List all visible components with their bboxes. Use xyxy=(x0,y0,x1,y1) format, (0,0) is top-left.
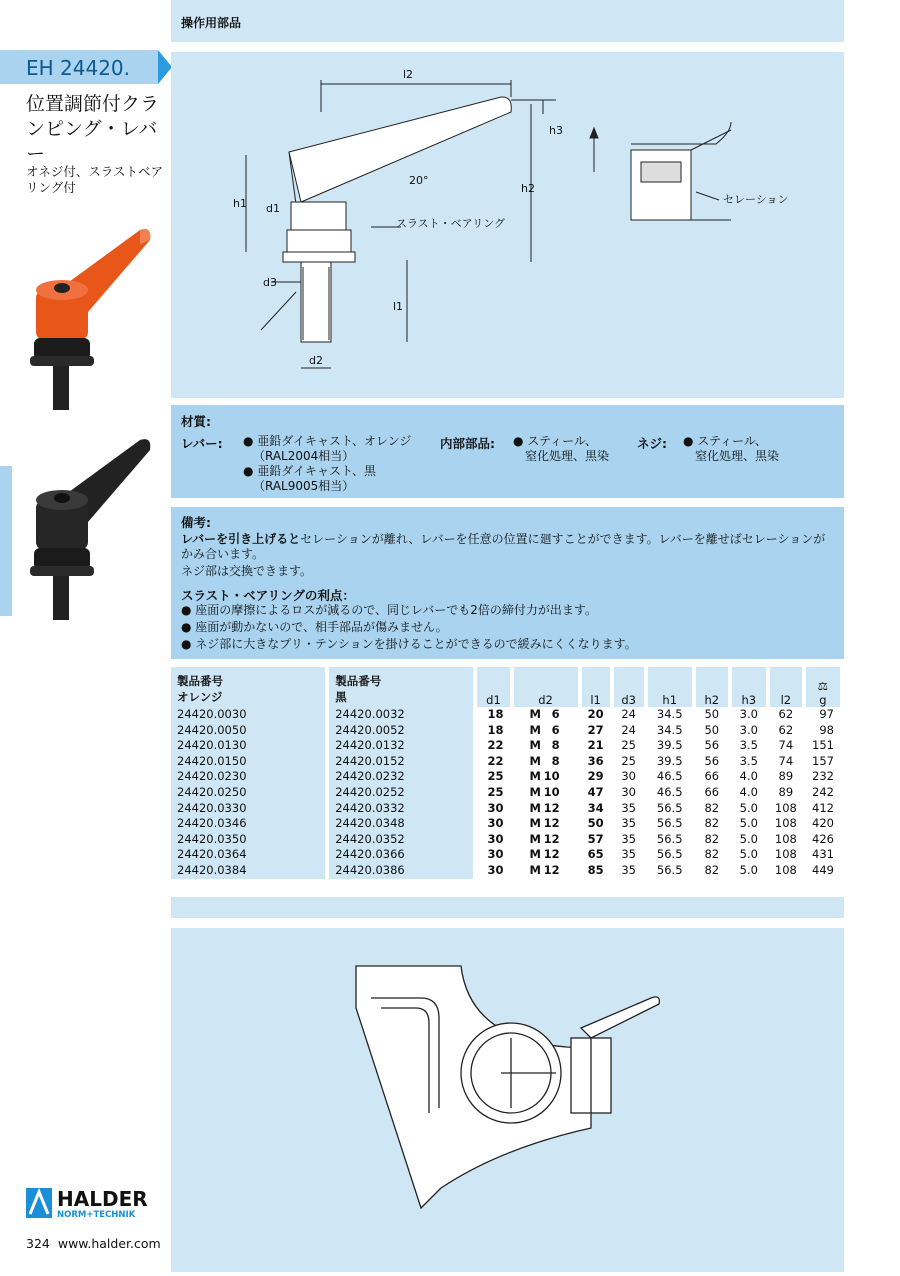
table-row xyxy=(171,769,842,785)
table-cell: 30 xyxy=(475,847,511,863)
table-cell: 56 xyxy=(694,738,730,754)
table-cell: 82 xyxy=(694,832,730,848)
table-cell: 24420.0350 xyxy=(171,832,327,848)
halder-logo xyxy=(26,1186,161,1226)
cell-d2: M 10 xyxy=(512,785,580,801)
table-cell: 82 xyxy=(694,847,730,863)
table-cell: 74 xyxy=(768,754,804,770)
logo-name: HALDER xyxy=(57,1187,148,1211)
lever-material-1-ral: （RAL2004相当） xyxy=(253,449,355,463)
table-cell: 22 xyxy=(475,754,511,770)
screw-label: ネジ: xyxy=(637,436,667,451)
internal-label: 内部部品: xyxy=(440,436,495,451)
dim-h2: h2 xyxy=(521,182,535,195)
col-d2: d2 xyxy=(512,667,580,707)
category-header xyxy=(171,0,844,42)
table-cell: 30 xyxy=(475,801,511,817)
page-number: 324 xyxy=(26,1236,50,1251)
dim-h1: h1 xyxy=(233,197,247,210)
table-cell: 24420.0230 xyxy=(171,769,327,785)
table-cell: 30 xyxy=(612,769,646,785)
table-cell: 108 xyxy=(768,863,804,879)
table-cell: 24420.0384 xyxy=(171,863,327,879)
table-cell: 35 xyxy=(612,863,646,879)
table-cell: 57 xyxy=(580,832,612,848)
page-footer xyxy=(26,1236,161,1251)
col-h1: h1 xyxy=(646,667,694,707)
table-cell: 56.5 xyxy=(646,832,694,848)
weight-icon: ⚖ xyxy=(817,679,829,693)
table-cell: 39.5 xyxy=(646,738,694,754)
table-cell: 27 xyxy=(580,723,612,739)
table-cell: 3.5 xyxy=(730,754,768,770)
table-cell: 25 xyxy=(475,769,511,785)
dim-l1: l1 xyxy=(393,300,404,313)
col-h2: h2 xyxy=(694,667,730,707)
table-cell: 24420.0050 xyxy=(171,723,327,739)
table-cell: 5.0 xyxy=(730,816,768,832)
table-cell: 24420.0330 xyxy=(171,801,327,817)
table-cell: 30 xyxy=(612,785,646,801)
table-row xyxy=(171,832,842,848)
screw-material-1: ● スティール、 xyxy=(683,434,767,448)
table-cell: 24420.0366 xyxy=(327,847,475,863)
table-cell: 46.5 xyxy=(646,785,694,801)
table-cell: 108 xyxy=(768,801,804,817)
cell-d2: M 10 xyxy=(512,769,580,785)
table-cell: 35 xyxy=(612,816,646,832)
cell-d2: M 12 xyxy=(512,832,580,848)
cell-d2: M 12 xyxy=(512,816,580,832)
table-cell: 85 xyxy=(580,863,612,879)
logo-tagline: NORM+TECHNIK xyxy=(57,1210,136,1220)
table-cell: 157 xyxy=(804,754,842,770)
table-cell: 24 xyxy=(612,707,646,723)
screw-material-2: 窒化処理、黒染 xyxy=(695,449,780,463)
lever-material-2: ● 亜鉛ダイキャスト、黒 xyxy=(243,464,376,478)
table-cell: 56 xyxy=(694,754,730,770)
col-d3: d3 xyxy=(612,667,646,707)
category-label: 操作用部品 xyxy=(181,16,242,30)
table-cell: 5.0 xyxy=(730,832,768,848)
side-strip xyxy=(0,466,12,616)
table-cell: 24420.0150 xyxy=(171,754,327,770)
table-cell: 412 xyxy=(804,801,842,817)
table-row xyxy=(171,738,842,754)
table-cell: 62 xyxy=(768,723,804,739)
col-orange: 製品番号 オレンジ xyxy=(171,667,327,707)
table-row xyxy=(171,847,842,863)
table-cell: 74 xyxy=(768,738,804,754)
table-cell: 24420.0352 xyxy=(327,832,475,848)
table-cell: 56.5 xyxy=(646,847,694,863)
product-subtitle: オネジ付、スラストベアリング付 xyxy=(26,164,164,195)
table-cell: 66 xyxy=(694,769,730,785)
website-link[interactable]: www.halder.com xyxy=(57,1236,161,1251)
product-title: 位置調節付クランピング・レバー xyxy=(26,93,160,165)
col-d1: d1 xyxy=(475,667,511,707)
table-cell: 56.5 xyxy=(646,863,694,879)
table-row xyxy=(171,785,842,801)
table-cell: 35 xyxy=(612,801,646,817)
table-cell: 82 xyxy=(694,801,730,817)
table-cell: 29 xyxy=(580,769,612,785)
table-cell: 97 xyxy=(804,707,842,723)
table-cell: 46.5 xyxy=(646,769,694,785)
table-cell: 24420.0332 xyxy=(327,801,475,817)
table-cell: 5.0 xyxy=(730,801,768,817)
product-table xyxy=(171,667,844,879)
material-panel xyxy=(171,405,844,498)
table-cell: 3.0 xyxy=(730,723,768,739)
table-cell: 108 xyxy=(768,832,804,848)
notes-panel xyxy=(171,507,844,659)
table-cell: 24 xyxy=(612,723,646,739)
dimension-drawing xyxy=(171,52,844,398)
dim-l2: l2 xyxy=(403,68,414,81)
table-row xyxy=(171,801,842,817)
black-lever-photo xyxy=(20,430,160,630)
dim-h3: h3 xyxy=(549,124,563,137)
table-cell: 24420.0132 xyxy=(327,738,475,754)
table-cell: 66 xyxy=(694,785,730,801)
cell-d2: M 12 xyxy=(512,801,580,817)
table-cell: 21 xyxy=(580,738,612,754)
cell-d2: M 12 xyxy=(512,847,580,863)
table-row xyxy=(171,816,842,832)
table-cell: 24420.0252 xyxy=(327,785,475,801)
table-cell: 50 xyxy=(580,816,612,832)
table-cell: 89 xyxy=(768,769,804,785)
cell-d2: M 12 xyxy=(512,863,580,879)
table-row xyxy=(171,707,842,723)
table-cell: 18 xyxy=(475,707,511,723)
notes-bullet: ● 座面が動かないので、相手部品が傷みません。 xyxy=(181,620,448,634)
table-cell: 24420.0052 xyxy=(327,723,475,739)
table-cell: 56.5 xyxy=(646,801,694,817)
table-cell: 108 xyxy=(768,816,804,832)
dim-d3: d3 xyxy=(263,276,277,289)
table-cell: 3.5 xyxy=(730,738,768,754)
table-cell: 18 xyxy=(475,723,511,739)
table-cell: 34 xyxy=(580,801,612,817)
notes-bullet: ● 座面の摩擦によるロスが減るので、同じレバーでも2倍の締付力が出ます。 xyxy=(181,603,597,617)
orange-lever-photo xyxy=(20,220,160,420)
table-cell: 24420.0032 xyxy=(327,707,475,723)
table-cell: 36 xyxy=(580,754,612,770)
col-h3: h3 xyxy=(730,667,768,707)
notes-heading: 備考: xyxy=(181,515,211,530)
table-cell: 30 xyxy=(475,816,511,832)
table-cell: 24420.0250 xyxy=(171,785,327,801)
table-cell: 5.0 xyxy=(730,847,768,863)
table-cell: 426 xyxy=(804,832,842,848)
col-black: 製品番号 黒 xyxy=(327,667,475,707)
spacer-bar xyxy=(171,897,844,918)
application-drawing xyxy=(171,928,844,1272)
table-cell: 50 xyxy=(694,707,730,723)
cell-d2: M 8 xyxy=(512,738,580,754)
table-cell: 24420.0364 xyxy=(171,847,327,863)
lever-material-2-ral: （RAL9005相当） xyxy=(253,479,355,493)
table-cell: 25 xyxy=(475,785,511,801)
table-cell: 25 xyxy=(612,754,646,770)
serration-label: セレーション xyxy=(723,193,789,206)
table-cell: 50 xyxy=(694,723,730,739)
table-cell: 56.5 xyxy=(646,816,694,832)
table-cell: 35 xyxy=(612,847,646,863)
table-cell: 82 xyxy=(694,863,730,879)
col-weight: ⚖ g xyxy=(804,667,842,707)
table-cell: 25 xyxy=(612,738,646,754)
table-cell: 20 xyxy=(580,707,612,723)
dim-d2: d2 xyxy=(309,354,323,367)
table-cell: 420 xyxy=(804,816,842,832)
table-cell: 24420.0348 xyxy=(327,816,475,832)
internal-material-2: 窒化処理、黒染 xyxy=(525,449,610,463)
table-cell: 24420.0152 xyxy=(327,754,475,770)
table-cell: 24420.0130 xyxy=(171,738,327,754)
notes-subheading: スラスト・ベアリングの利点： xyxy=(181,588,355,603)
table-cell: 4.0 xyxy=(730,785,768,801)
tab-arrow-icon xyxy=(158,50,172,84)
table-cell: 4.0 xyxy=(730,769,768,785)
lever-label: レバー: xyxy=(181,436,223,451)
cell-d2: M 8 xyxy=(512,754,580,770)
table-cell: 232 xyxy=(804,769,842,785)
col-l1: l1 xyxy=(580,667,612,707)
table-cell: 30 xyxy=(475,863,511,879)
table-cell: 22 xyxy=(475,738,511,754)
technical-drawing-panel xyxy=(171,52,844,398)
dim-d1: d1 xyxy=(266,202,280,215)
internal-material-1: ● スティール、 xyxy=(513,434,597,448)
table-cell: 151 xyxy=(804,738,842,754)
notes-bullet: ● ネジ部に大きなプリ・テンションを掛けることができるので緩みにくくなります。 xyxy=(181,637,637,651)
material-heading: 材質: xyxy=(181,414,211,429)
table-cell: 24420.0386 xyxy=(327,863,475,879)
table-cell: 35 xyxy=(612,832,646,848)
table-cell: 62 xyxy=(768,707,804,723)
table-cell: 431 xyxy=(804,847,842,863)
notes-para2: ネジ部は交換できます。 xyxy=(181,564,313,578)
table-cell: 242 xyxy=(804,785,842,801)
table-cell: 82 xyxy=(694,816,730,832)
table-cell: 98 xyxy=(804,723,842,739)
table-cell: 449 xyxy=(804,863,842,879)
application-panel xyxy=(171,928,844,1272)
table-cell: 65 xyxy=(580,847,612,863)
table-cell: 5.0 xyxy=(730,863,768,879)
table-cell: 34.5 xyxy=(646,707,694,723)
notes-para1: レバーを引き上げるとセレーションが離れ、レバーを任意の位置に廻すことができます。レバーを離せばセレーションがかみ合います。 xyxy=(181,532,826,561)
table-cell: 24420.0346 xyxy=(171,816,327,832)
product-code: EH 24420. xyxy=(26,56,131,80)
table-cell: 89 xyxy=(768,785,804,801)
col-l2: l2 xyxy=(768,667,804,707)
table-cell: 24420.0232 xyxy=(327,769,475,785)
table-row xyxy=(171,754,842,770)
table-row xyxy=(171,863,842,879)
table-header-row xyxy=(171,667,842,707)
table-cell: 39.5 xyxy=(646,754,694,770)
table-cell: 3.0 xyxy=(730,707,768,723)
cell-d2: M 6 xyxy=(512,723,580,739)
table-cell: 30 xyxy=(475,832,511,848)
lever-material-1: ● 亜鉛ダイキャスト、オレンジ xyxy=(243,434,412,448)
table-cell: 24420.0030 xyxy=(171,707,327,723)
thrust-bearing-label: スラスト・ベアリング xyxy=(396,217,506,230)
table-cell: 34.5 xyxy=(646,723,694,739)
cell-d2: M 6 xyxy=(512,707,580,723)
table-cell: 47 xyxy=(580,785,612,801)
table-row xyxy=(171,723,842,739)
table-cell: 108 xyxy=(768,847,804,863)
dim-angle: 20° xyxy=(409,174,429,187)
